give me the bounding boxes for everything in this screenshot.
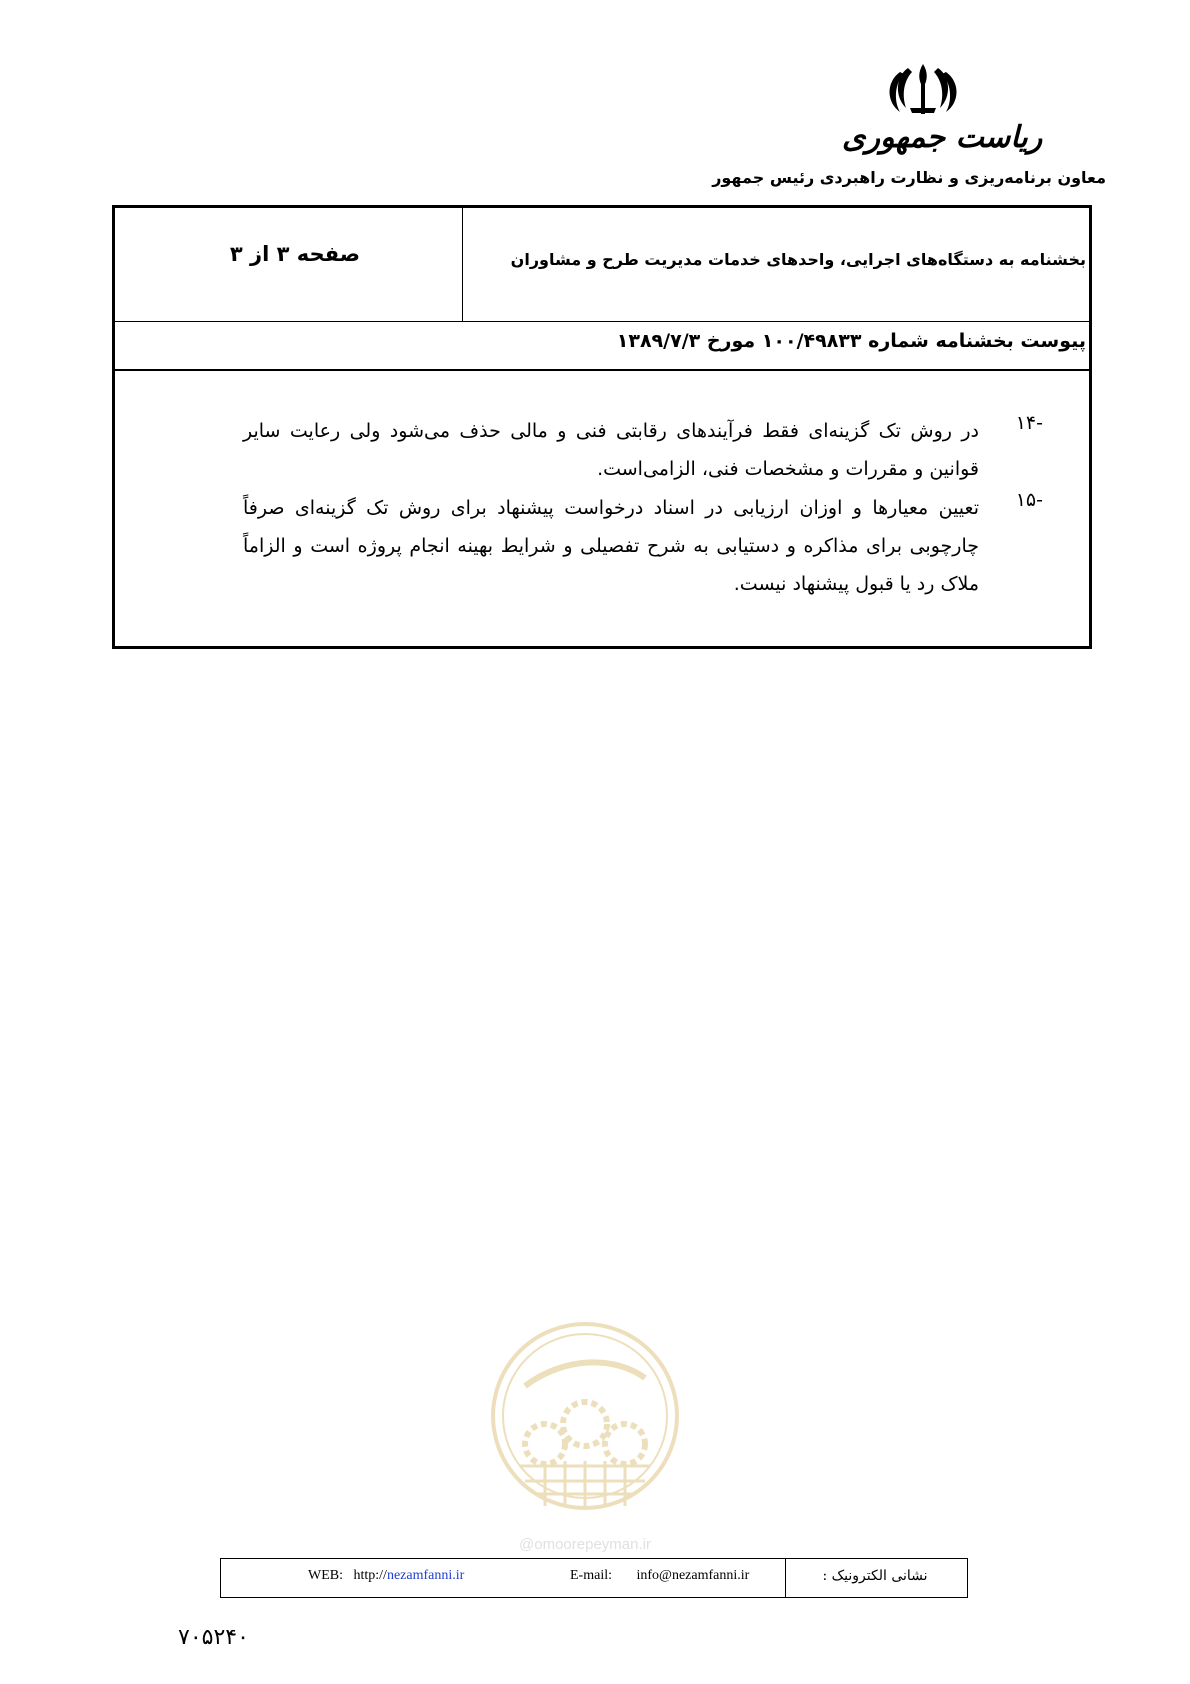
footer-email [570,1568,749,1584]
box-divider-vertical [462,205,463,322]
watermark-text: @omoorepeyman.ir [519,1536,651,1553]
page-number: صفحه ۳ از ۳ [229,242,361,266]
box-divider-horizontal [112,321,1092,322]
box-divider-horizontal [112,369,1092,371]
item-text: در روش تک گزینه‌ای فقط فرآیندهای رقابتی فنی و مالی حذف می‌شود ولی رعایت سایر قوانین و مقررات و مشخصات فنی، الزامی‌است. [243,420,979,480]
attachment-reference: پیوست بخشنامه شماره ۱۰۰/۴۹۸۳۳ مورخ ۱۳۸۹/۷/۳ [616,330,1086,352]
gear-seal-logo-icon [485,1316,685,1536]
web-domain: nezamfanni.ir [386,1568,465,1583]
organization-title: معاون برنامه‌ریزی و نظارت راهبردی رئیس جمهور [712,168,1106,187]
list-item [243,489,1043,603]
list-item [243,412,1043,488]
footer-divider [785,1558,786,1598]
website-link[interactable] [354,1568,465,1583]
item-number: -۱۴ [1015,412,1043,434]
email-label: E-mail: [570,1568,612,1583]
footer-label: نشانی الکترونیک : [822,1568,928,1584]
watermark [485,1316,685,1556]
item-number: -۱۵ [1015,489,1043,511]
emblem-text: ریاست جمهوری [842,120,1043,155]
email-link[interactable]: info@nezamfanni.ir [636,1568,750,1583]
document-code: ۷۰۵۲۴۰ [178,1625,249,1650]
footer-web [308,1568,464,1584]
web-label: WEB: [308,1568,343,1583]
recipient-line: بخشنامه به دستگاه‌های اجرایی، واحدهای خدمات مدیریت طرح و مشاوران [510,250,1086,269]
item-text: تعیین معیارها و اوزان ارزیابی در اسناد درخواست پیشنهاد برای روش تک گزینه‌ای صرفاً چارچوبی برای مذاکره و دستیابی به شرح تفصیلی و شرایط بهینه انجام پروژه است و الزاماً ملاک رد یا قبول پیشنهاد نیست. [243,497,979,595]
web-prefix: http:// [353,1568,387,1583]
